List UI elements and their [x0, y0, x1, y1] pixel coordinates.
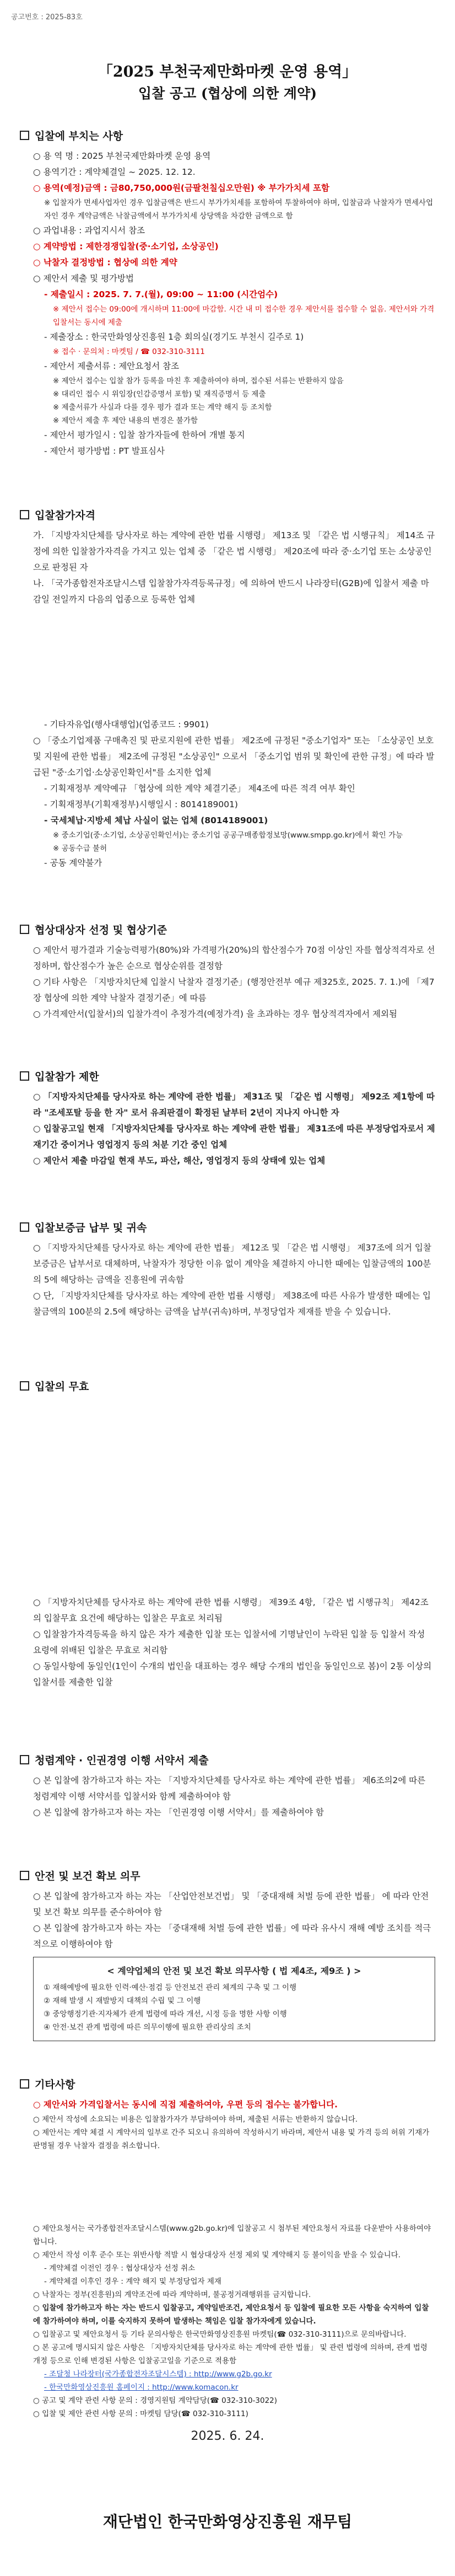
- text-line: ○ 입찰에 참가하고자 하는 자는 반드시 입찰공고, 계약일반조건, 제안요청서 등 입찰에 필요한 모든 사항을 숙지하여 입찰에 참가하여야 하며, 이를 숙지하지 못하여 발생하는 책임은 입찰 참가자에게 있습니다.: [33, 2304, 429, 2326]
- text-line: - 제출일시 : 2025. 7. 7.(월), 09:00 ~ 11:00 (시간엄수): [44, 289, 278, 299]
- list-item: ② 재해 발생 시 재발방지 대책의 수립 및 그 이행: [44, 1997, 201, 2005]
- text-line: ※ 제안서 접수는 입찰 참가 등록을 마친 후 제출하여야 하며, 접수된 서류는 반환하지 않음: [53, 377, 344, 385]
- section-heading: 입찰참가 제한: [20, 1069, 435, 1083]
- text-line: ○ 입찰공고일 현재 「지방자치단체를 당사자로 하는 계약에 관한 법률」 제31조에 따른 부정당업자로서 제재기간 중이거나 영업정지 등의 처분 기간 중인 업체: [33, 1124, 435, 1150]
- text-line: ○ 본 입찰에 참가하고자 하는 자는 「중대재해 처벌 등에 관한 법률」에 따라 유사시 재해 예방 조치를 적극적으로 이행하여야 함: [33, 1923, 431, 1949]
- list-item: ④ 안전·보건 관계 법령에 따른 의무이행에 필요한 관리상의 조치: [44, 2023, 251, 2032]
- section-heading: 입찰참가자격: [20, 507, 435, 522]
- section-heading: 입찰에 부치는 사항: [20, 128, 435, 143]
- section-other: [20, 2076, 435, 2153]
- checkbox-square-icon: [20, 2079, 29, 2089]
- notice-subtitle: 입찰 공고 (협상에 의한 계약): [138, 85, 317, 101]
- checkbox-square-icon: [20, 925, 29, 934]
- text-line: ○ 기타 사항은 「지방자치단체 입찰시 낙찰자 결정기준」(행정안전부 예규 제325호, 2025. 7. 1.)에 「제7장 협상에 의한 계약 낙찰자 결정기준」에 따름: [33, 977, 435, 1003]
- text-line: ○ 제안서 제출 마감일 현재 부도, 파산, 해산, 영업정지 등의 상태에 있는 업체: [33, 1156, 326, 1166]
- section-heading: 기타사항: [20, 2076, 435, 2091]
- text-line: - 기획재정부 계약예규 「협상에 의한 계약 체결기준」 제4조에 따른 적격 여부 확인: [44, 783, 355, 793]
- section-integrity-pledge: [20, 1752, 435, 1821]
- text-line: - 제출장소 : 한국만화영상진흥원 1층 회의실(경기도 부천시 길주로 1): [44, 332, 304, 342]
- text-line: ○ 본 입찰에 참가하고자 하는 자는 「인권경영 이행 서약서」를 제출하여야 함: [33, 1807, 324, 1817]
- text-line: - 제안서 평가일시 : 입찰 참가자들에 한하여 개별 통지: [44, 430, 245, 440]
- text-line: ○ 제안서 작성에 소요되는 비용은 입찰참가자가 부담하여야 하며, 제출된 서류는 반환하지 않습니다.: [33, 2115, 358, 2124]
- text-line: ○ 용역(예정)금액 : 금80,750,000원(금팔천칠십오만원) ※ 부가가치세 포함: [33, 183, 329, 193]
- text-line: ○ 공고 및 계약 관련 사항 문의 : 경영지원팀 계약담당(☎ 032-310-3022): [33, 2396, 278, 2405]
- section-heading: 입찰의 무효: [20, 1378, 435, 1393]
- text-line: - 국세체납·지방세 체납 사실이 없는 업체 (8014189001): [44, 815, 268, 825]
- text-line: ※ 공동수급 불허: [53, 844, 107, 853]
- text-line: ○ 제안요청서는 국가종합전자조달시스템(www.g2b.go.kr)에 입찰공고 시 첨부된 제안요청서 자료를 다운받아 사용하여야 합니다.: [33, 2224, 431, 2246]
- section-bid-items: [20, 128, 435, 459]
- checkbox-square-icon: [20, 131, 29, 140]
- text-line: ※ 대리인 접수 시 위임장(인감증명서 포함) 및 재직증명서 등 제출: [53, 390, 266, 399]
- text-line: ○ 입찰참가자격등록을 하지 않은 자가 제출한 입찰 또는 입찰서에 기명날인이 누락된 입찰 등 입찰서 작성 요령에 위배된 입찰은 무효로 처리함: [33, 1629, 425, 1655]
- list-item: ③ 중앙행정기관·지자체가 관계 법령에 따라 개선, 시정 등을 명한 사항 이행: [44, 2010, 287, 2019]
- text-line: ※ 제안서 접수는 09:00에 개시하며 11:00에 마감함. 시간 내 미 접수한 경우 제안서를 접수할 수 없음. 제안서와 가격입찰서는 동시에 제출: [53, 305, 435, 327]
- checkbox-square-icon: [20, 1871, 29, 1880]
- text-line: ○ 용 역 명 : 2025 부천국제만화마켓 운영 용역: [33, 151, 211, 161]
- text-line: ※ 제출서류가 사실과 다를 경우 평가 결과 또는 계약 해지 등 조치함: [53, 403, 272, 412]
- text-line: 가. 「지방자치단체를 당사자로 하는 계약에 관한 법률 시행령」 제13조 및 「같은 법 시행규칙」 제14조 규정에 의한 입찰참가자격을 가지고 있는 업체 중 「같은 법 시행령」 제20조에 따라 중·소기업 또는 소상공인으로 판정된 자: [33, 530, 435, 572]
- text-line: ○ 입찰 및 제안 관련 사항 문의 : 마켓팀 담당(☎ 032-310-3111): [33, 2409, 248, 2418]
- section-qualification: [20, 507, 435, 608]
- text-line: ○ 본 입찰에 참가하고자 하는 자는 「지방자치단체를 당사자로 하는 계약에 관한 법률」 제6조의2에 따른 청렴계약 이행 서약서를 입찰서와 함께 제출하여야 함: [33, 1775, 426, 1801]
- checkbox-square-icon: [20, 1755, 29, 1764]
- text-line: ○ 단, 「지방자치단체를 당사자로 하는 계약에 관한 법률 시행령」 제38조에 따른 사유가 발생한 때에는 입찰금액의 100분의 2.5에 해당하는 금액을 납부(귀속)하며, 부정당업자 제재를 받을 수 있습니다.: [33, 1291, 431, 1317]
- section-heading: 협상대상자 선정 및 협상기준: [20, 922, 435, 937]
- checkbox-square-icon: [20, 1381, 29, 1391]
- section-qualification-cont: [20, 717, 435, 871]
- text-line: ○ 과업내용 : 과업지시서 참조: [33, 226, 145, 235]
- safety-duty-box: [33, 1957, 435, 2041]
- safety-box-title: < 계약업체의 안전 및 보건 확보 의무사항 ( 법 제4조, 제9조 ) >: [107, 1966, 361, 1976]
- text-line: ○ 제안서 작성 이후 준수 또는 위반사항 적발 시 협상대상자 선정 제외 및 계약해지 등 불이익을 받을 수 있습니다.: [33, 2251, 401, 2260]
- text-line: ○ 제안서 제출 및 평가방법: [33, 273, 134, 283]
- section-restriction: [20, 1069, 435, 1169]
- section-other-cont: [20, 2222, 435, 2421]
- text-line: ○ 제안서는 계약 체결 시 계약서의 일부로 간주 되오니 유의하여 작성하시기 바라며, 제안서 내용 및 가격 등의 허위 기재가 판명될 경우 낙찰자 결정을 취소합니다.: [33, 2128, 430, 2150]
- issuer-organization: 재단법인 한국만화영상진흥원 재무팀: [102, 2513, 353, 2531]
- section-invalid-bid: [20, 1378, 435, 1399]
- text-line: ○ 본 입찰에 참가하고자 하는 자는 「산업안전보건법」 및 「중대재해 처벌 등에 관한 법률」 에 따라 안전 및 보건 확보 의무를 준수하여야 함: [33, 1891, 429, 1917]
- text-line: ○ 「지방자치단체를 당사자로 하는 계약에 관한 법률 시행령」 제39조 4항, 「같은 법 시행규칙」 제42조의 입찰무효 요건에 해당하는 입찰은 무효로 처리됨: [33, 1597, 429, 1623]
- text-line: ※ 접수 · 문의처 : 마켓팀 / ☎ 032-310-3111: [53, 347, 205, 356]
- section-heading: 입찰보증금 납부 및 귀속: [20, 1220, 435, 1235]
- text-line: - 기획재정부(기획재정부)시행일시 : 8014189001): [44, 799, 238, 809]
- checkbox-square-icon: [20, 510, 29, 519]
- text-line: ○ 입찰공고 및 제안요청서 등 기타 문의사항은 한국만화영상진흥원 마켓팀(☎ 032-310-3111)으로 문의바랍니다.: [33, 2330, 407, 2339]
- checkbox-square-icon: [20, 1222, 29, 1232]
- text-line: - 계약체결 이전인 경우 : 협상대상자 선정 취소: [44, 2264, 196, 2273]
- text-line: ○ 동일사항에 동일인(1인이 수개의 법인을 대표하는 경우 해당 수개의 법인을 동일인으로 봄)이 2통 이상의 입찰서를 제출한 입찰: [33, 1661, 432, 1687]
- text-line: ○ 제안서와 가격입찰서는 동시에 직접 제출하여야, 우편 등의 접수는 불가합니다.: [33, 2100, 338, 2110]
- g2b-link[interactable]: - 조달청 나라장터(국가종합전자조달시스템) : http://www.g2b.go.kr: [44, 2370, 272, 2379]
- text-line: ○ 「지방자치단체를 당사자로 하는 계약에 관한 법률」 제31조 및 「같은 법 시행령」 제92조 제1항에 따라 "조세포탈 등을 한 자" 로서 유죄판결이 확정된 날부터 2년이 지나지 아니한 자: [33, 1092, 435, 1118]
- text-line: - 제안서 제출서류 : 제안요청서 참조: [44, 361, 180, 371]
- text-line: - 계약체결 이후인 경우 : 계약 해지 및 부정당업자 제재: [44, 2277, 221, 2286]
- section-negotiation: [20, 922, 435, 1022]
- text-line: ○ 낙찰자는 정부(진흥원)의 계약조건에 따라 계약하며, 불공정거래행위를 금지합니다.: [33, 2290, 311, 2299]
- text-line: ○ 낙찰자 결정방법 : 협상에 의한 계약: [33, 257, 177, 267]
- notice-date: 2025. 6. 24.: [191, 2429, 264, 2443]
- text-line: ※ 입찰자가 면세사업자인 경우 입찰금액은 반드시 부가가치세를 포함하여 투찰하여야 하며, 입찰금과 낙찰자가 면세사업자인 경우 계약금액은 낙찰금액에서 부가가치세 상당액을 차감한 금액으로 함: [44, 198, 434, 221]
- text-line: ○ 제안서 평가결과 기술능력평가(80%)와 가격평가(20%)의 합산점수가 70점 이상인 자를 협상적격자로 선정하며, 합산점수가 높은 순으로 협상순위를 결정함: [33, 945, 435, 971]
- text-line: ○ 「지방자치단체를 당사자로 하는 계약에 관한 법률」 제12조 및 「같은 법 시행령」 제37조에 의거 입찰보증금은 납부서로 대체하며, 낙찰자가 정당한 이유 없이 계약을 체결하지 아니한 때에는 입찰금액의 100분의 5에 해당하는 금액을 진흥원에 귀속함: [33, 1243, 431, 1285]
- text-line: ○ 계약방법 : 제한경쟁입찰(중·소기업, 소상공인): [33, 242, 219, 251]
- text-line: ※ 중소기업(중·소기업, 소상공인확인서)는 중소기업 공공구매종합정보망(www.smpp.go.kr)에서 확인 가능: [53, 831, 403, 840]
- text-line: - 공동 계약불가: [44, 858, 102, 868]
- text-line: ○ 가격제안서(입찰서)의 입찰가격이 추정가격(예정가격) 을 초과하는 경우 협상적격자에서 제외됨: [33, 1009, 398, 1019]
- section-heading: 청렴계약 · 인권경영 이행 서약서 제출: [20, 1752, 435, 1767]
- list-item: ① 재해예방에 필요한 인력·예산·점검 등 안전보건 관리 체계의 구축 및 그 이행: [44, 1983, 297, 1992]
- section-heading: 안전 및 보건 확보 의무: [20, 1868, 435, 1883]
- text-line: - 기타자유업(행사대행업)(업종코드 : 9901): [44, 720, 209, 729]
- notice-number: 공고번호 : 2025-83호: [11, 13, 83, 22]
- text-line: 나. 「국가종합전자조달시스템 입찰참가자격등록규정」에 의하여 반드시 나라장터(G2B)에 입찰서 제출 마감일 전일까지 다음의 업종으로 등록한 업체: [33, 578, 429, 604]
- text-line: ○ 「중소기업제품 구매촉진 및 판로지원에 관한 법률」 제2조에 규정된 "중소기업자" 또는 「소상공인 보호 및 지원에 관한 법률」 제2조에 규정된 "소상공인" 으로서 「중소기업 범위 및 확인에 관한 규정」에 따라 발급된 "중·소기업·소상공인확인서"를 소지한 업체: [33, 736, 435, 777]
- section-invalid-bid-cont: [20, 1595, 435, 1690]
- text-line: - 제안서 평가방법 : PT 발표심사: [44, 446, 165, 456]
- text-line: ※ 제안서 제출 후 제안 내용의 변경은 불가함: [53, 416, 198, 425]
- checkbox-square-icon: [20, 1071, 29, 1081]
- komacon-link[interactable]: - 한국만화영상진흥원 홈페이지 : http://www.komacon.kr: [44, 2383, 239, 2392]
- text-line: ○ 용역기간 : 계약체결일 ~ 2025. 12. 12.: [33, 167, 196, 177]
- notice-title: 「2025 부천국제만화마켓 운영 용역」: [98, 63, 358, 80]
- section-deposit: [20, 1220, 435, 1320]
- section-safety: [20, 1868, 435, 2046]
- text-line: ○ 본 공고에 명시되지 않은 사항은 「지방자치단체를 당사자로 하는 계약에 관한 법률」 및 관련 법령에 의하며, 관계 법령 개정 등으로 인해 변경된 사항은 입찰공고일을 기준으로 적용함: [33, 2343, 427, 2365]
